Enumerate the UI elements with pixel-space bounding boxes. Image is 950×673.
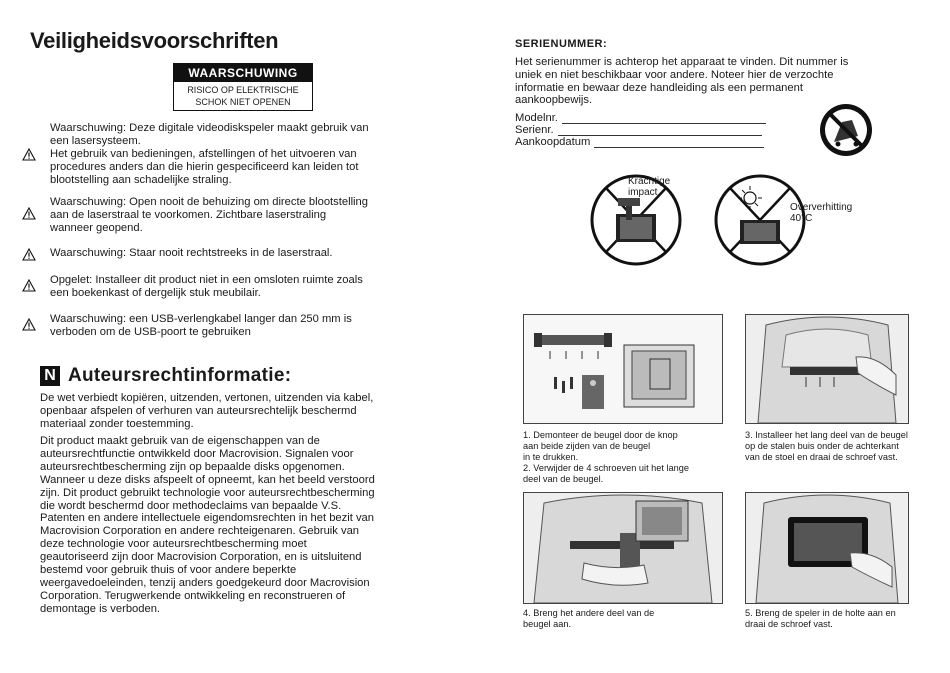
warning-triangle-icon — [22, 148, 36, 161]
warning-triangle-icon — [22, 248, 36, 261]
overheating-label: Oververhitting 40°C — [790, 202, 853, 224]
warning-triangle-icon — [22, 279, 36, 292]
step-3-caption: 3. Installeer het lang deel van de beugel op de stalen buis onder de achterkant van de stoel en draai de schroef vast. — [745, 430, 908, 462]
step-3-illustration — [745, 314, 909, 424]
copyright-section-header — [40, 365, 291, 387]
no-cart-icon — [818, 102, 874, 158]
warning-box-line-2: SCHOK NIET OPENEN — [195, 97, 291, 107]
page-title: Veiligheidsvoorschriften — [30, 28, 279, 53]
warning-item-enclosed-space — [22, 274, 412, 300]
copyright-paragraph-1: De wet verbiedt kopiëren, uitzenden, vertonen, uitzenden via kabel, openbaar afspelen of verhuren van auteursrechtelijk beschermd materiaal zonder toestemming. — [40, 392, 374, 430]
serial-number-heading: SERIENUMMER: — [515, 38, 608, 50]
warning-item-laser-system — [22, 122, 412, 187]
impact-label: Krachtige impact — [628, 176, 671, 198]
warning-triangle-icon — [22, 207, 36, 220]
warning-text: Waarschuwing: Open nooit de behuizing om directe blootstelling aan de laserstraal te voorkomen. Zichtbare laserstraling wanneer geopend. — [50, 196, 368, 234]
warning-item-usb-cable — [22, 313, 412, 339]
warning-text: Waarschuwing: een USB-verlengkabel langer dan 250 mm is verboden om de USB-poort te gebruiken — [50, 313, 352, 338]
model-number-field — [515, 112, 766, 124]
field-label: Aankoopdatum — [515, 136, 591, 148]
warning-text: Waarschuwing: Staar nooit rechtstreeks in de laserstraal. — [50, 247, 333, 259]
step-5-caption: 5. Breng de speler in de holte aan en draai de schroef vast. — [745, 608, 896, 629]
serial-number-text: Het serienummer is achterop het apparaat te vinden. Dit nummer is uniek en niet beschikbaar voor andere. Noteer hier de verzochte informatie en bewaar deze handleiding als een permanent aankoopbewijs. — [515, 56, 849, 107]
language-letter-badge: N — [40, 366, 60, 386]
purchase-date-field — [515, 136, 764, 148]
step-5-illustration — [745, 492, 909, 604]
warning-item-laser-beam — [22, 247, 412, 260]
serial-number-field — [515, 124, 762, 136]
field-label: Serienr. — [515, 124, 554, 136]
warning-text: Waarschuwing: Deze digitale videodiskspeler maakt gebruik van een lasersysteem. Het gebruik van bedieningen, afstellingen of het uitvoeren van procedures anders dan die hierin gespecificeerd kan leiden tot blootstelling aan schadelijke straling. — [50, 122, 369, 186]
step-4-illustration — [523, 492, 723, 604]
step-4-caption: 4. Breng het andere deel van de beugel aan. — [523, 608, 655, 629]
step-1-2-caption: 1. Demonteer de beugel door de knop aan beide zijden van de beugel in te drukken. 2. Verwijder de 4 schroeven uit het lange deel van de beugel. — [523, 430, 689, 484]
warning-item-housing — [22, 196, 412, 235]
section-title: Auteursrechtinformatie: — [68, 365, 292, 386]
field-label: Modelnr. — [515, 112, 558, 124]
electric-shock-warning-box — [173, 63, 313, 111]
warning-triangle-icon — [22, 318, 36, 331]
warning-box-line-1: RISICO OP ELEKTRISCHE — [187, 85, 299, 95]
step-1-illustration — [523, 314, 723, 424]
warning-text: Opgelet: Installeer dit product niet in een omsloten ruimte zoals een boekenkast of dergelijk stuk meubilair. — [50, 274, 363, 299]
copyright-paragraph-2: Dit product maakt gebruik van de eigenschappen van de auteursrechtfunctie ontwikkeld door Macrovision. Signalen voor auteursrechtbescherming zijn op bepaalde disks opgenomen. Wanneer u deze disks afspeelt of opneemt, kan het beeld verstoord zijn. Dit product gebruikt technologie voor auteursrechtbescherming die wordt beschermd door methodeclaims van bepaalde V.S. Patenten en andere intellectuele eigendomsrechten in het bezit van Macrovision Corporation en andere rechteigenaren. Gebruik van deze technologie voor auteursrechtbescherming moet geautoriseerd zijn door Macrovision Corporation, en is uitsluitend bestemd voor gebruik thuis of voor andere beperkte weergavedoeleinden, tenzij anders goedgekeurd door Macrovision Corporation. Terugwerkende ontwikkeling en reconstrueren of demontage is verboden. — [40, 435, 375, 615]
warning-box-heading: WAARSCHUWING — [174, 64, 312, 82]
